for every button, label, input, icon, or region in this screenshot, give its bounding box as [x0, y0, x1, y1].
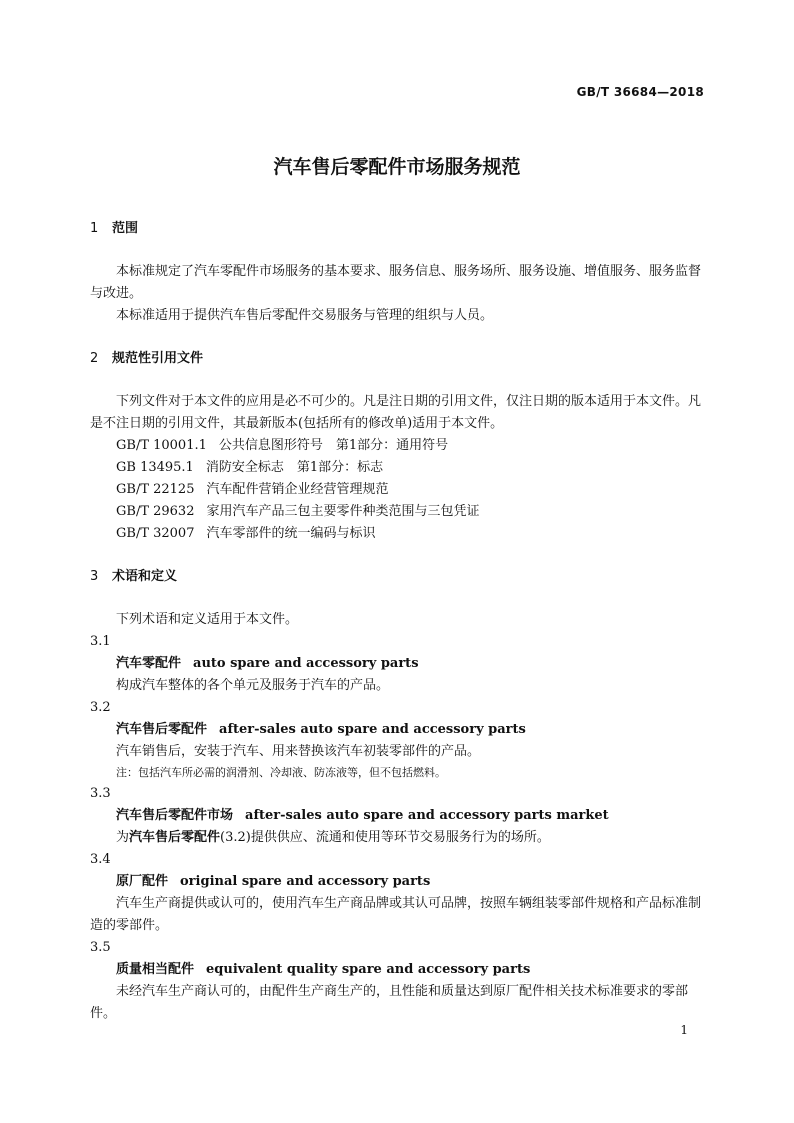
definition-prefix: 为	[116, 830, 130, 845]
reference-code: GB/T 29632	[116, 504, 195, 519]
reference-item	[90, 501, 706, 523]
term-number: 3.5	[90, 940, 111, 955]
term-name	[90, 653, 706, 675]
section-number: 2	[90, 351, 99, 366]
term-definition: 未经汽车生产商认可的，由配件生产商生产的，且性能和质量达到原厂配件相关技术标准要求的零部件。	[90, 984, 689, 1021]
term-name-en: equivalent quality spare and accessory parts	[206, 962, 531, 977]
term-name-zh: 原厂配件	[116, 874, 169, 889]
reference-title: 汽车零部件的统一编码与标识	[206, 526, 376, 541]
term-name-en: original spare and accessory parts	[180, 874, 431, 889]
term-name-en: after-sales auto spare and accessory parts	[219, 722, 526, 737]
term-definition: 构成汽车整体的各个单元及服务于汽车的产品。	[116, 678, 390, 693]
term-name	[90, 871, 706, 893]
paragraph: 本标准规定了汽车零配件市场服务的基本要求、服务信息、服务场所、服务设施、增值服务、服务监督与改进。	[90, 264, 702, 301]
paragraph: 下列文件对于本文件的应用是必不可少的。凡是注日期的引用文件，仅注日期的版本适用于本文件。凡是不注日期的引用文件，其最新版本(包括所有的修改单)适用于本文件。	[90, 394, 702, 431]
term-definition: 汽车生产商提供或认可的，使用汽车生产商品牌或其认可品牌，按照车辆组装零部件规格和产品标准制造的零部件。	[90, 896, 702, 933]
term-definition: 汽车销售后，安装于汽车、用来替换该汽车初装零部件的产品。	[116, 744, 481, 759]
section-title: 术语和定义	[112, 569, 178, 584]
section-title: 范围	[112, 221, 139, 236]
term-name	[90, 719, 706, 741]
term-name	[90, 959, 706, 981]
term-name-zh: 汽车售后零配件	[116, 722, 208, 737]
term-number: 3.3	[90, 786, 111, 801]
section-number: 1	[90, 221, 99, 236]
reference-code: GB/T 22125	[116, 482, 195, 497]
term-name-zh: 汽车售后零配件市场	[116, 808, 234, 823]
definition-suffix: (3.2)提供供应、流通和使用等环节交易服务行为的场所。	[220, 830, 550, 845]
reference-code: GB 13495.1	[116, 460, 194, 475]
section-heading-terms	[90, 566, 706, 588]
term-number: 3.1	[90, 634, 111, 649]
term-name-zh: 汽车零配件	[116, 656, 182, 671]
section-number: 3	[90, 569, 99, 584]
page-number: 1	[680, 1023, 688, 1037]
term-name-en: after-sales auto spare and accessory parts market	[245, 808, 609, 823]
document-body	[90, 218, 706, 1025]
reference-title: 家用汽车产品三包主要零件种类范围与三包凭证	[206, 504, 480, 519]
reference-title: 汽车配件营销企业经营管理规范	[206, 482, 389, 497]
term-number: 3.4	[90, 852, 111, 867]
term-name	[90, 805, 706, 827]
reference-title: 消防安全标志 第1部分：标志	[205, 460, 384, 475]
reference-item	[90, 435, 706, 457]
reference-code: GB/T 10001.1	[116, 438, 207, 453]
reference-item	[90, 523, 706, 545]
document-title: 汽车售后零配件市场服务规范	[273, 156, 521, 178]
term-cross-reference: 汽车售后零配件	[129, 830, 221, 845]
reference-title: 公共信息图形符号 第1部分：通用符号	[218, 438, 449, 453]
term-name-en: auto spare and accessory parts	[193, 656, 419, 671]
term-number: 3.2	[90, 700, 111, 715]
section-heading-scope	[90, 218, 706, 240]
reference-item	[90, 479, 706, 501]
reference-code: GB/T 32007	[116, 526, 195, 541]
term-name-zh: 质量相当配件	[116, 962, 195, 977]
term-note: 注：包括汽车所必需的润滑剂、冷却液、防冻液等，但不包括燃料。	[116, 766, 446, 779]
paragraph: 本标准适用于提供汽车售后零配件交易服务与管理的组织与人员。	[116, 308, 494, 323]
standard-number: GB/T 36684—2018	[576, 85, 704, 99]
section-title: 规范性引用文件	[112, 351, 204, 366]
reference-item	[90, 457, 706, 479]
paragraph: 下列术语和定义适用于本文件。	[116, 612, 299, 627]
term-definition	[90, 827, 706, 849]
section-heading-normative-references	[90, 348, 706, 370]
